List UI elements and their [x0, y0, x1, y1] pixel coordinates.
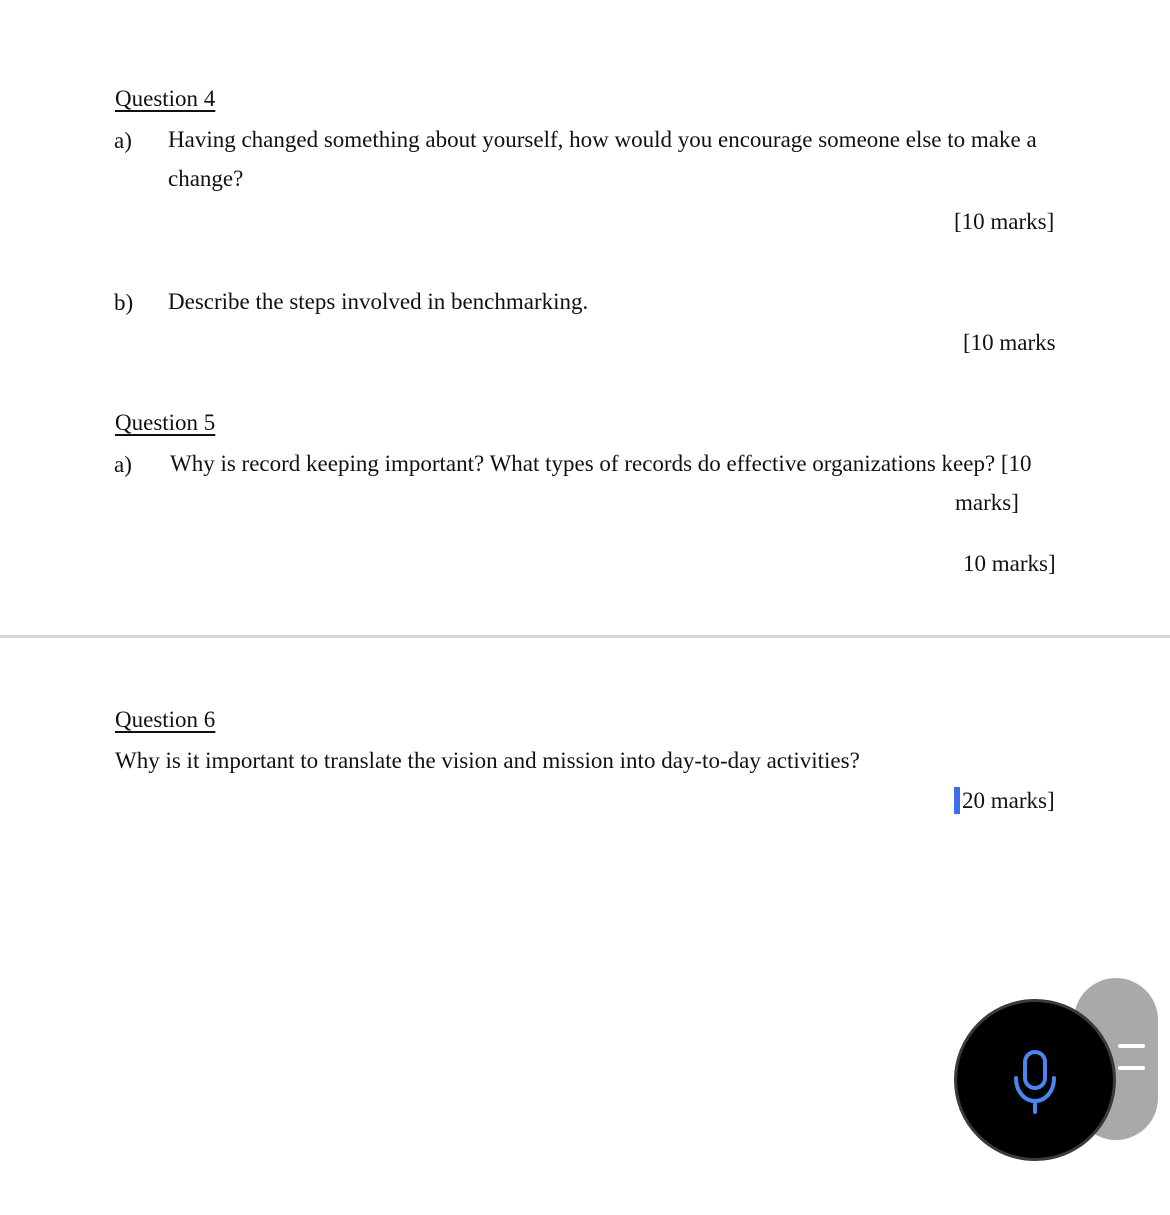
- question-4a-label: a): [114, 128, 132, 153]
- question-4a-text-line-1: Having changed something about yourself, how would you encourage someone else to make a: [168, 127, 1037, 152]
- dictation-mic-button[interactable]: [954, 999, 1116, 1161]
- scroll-thumb-grip-line: [1118, 1044, 1145, 1048]
- page-divider: [0, 635, 1170, 638]
- question-5a-text-line-2: marks]: [955, 490, 1019, 515]
- question-4a-marks: [10 marks]: [954, 209, 1055, 234]
- question-5a-marks: 10 marks]: [963, 551, 1056, 576]
- text-cursor: [954, 787, 960, 814]
- question-4b-marks: [10 marks: [963, 330, 1056, 355]
- question-6-heading: Question 6: [115, 707, 216, 732]
- question-4b-label: b): [114, 290, 134, 315]
- question-5a-text-line-1: Why is record keeping important? What types of records do effective organizations keep? [10: [170, 451, 1032, 476]
- question-5-heading: Question 5: [115, 410, 216, 435]
- question-4-heading: Question 4: [115, 86, 216, 111]
- scroll-thumb-grip-line: [1118, 1066, 1145, 1070]
- question-4b-text: Describe the steps involved in benchmarking.: [168, 289, 589, 314]
- question-4a-text-line-2: change?: [168, 166, 244, 191]
- question-6-marks[interactable]: 20 marks]: [962, 788, 1055, 813]
- question-5a-label: a): [114, 452, 132, 477]
- question-6-text[interactable]: Why is it important to translate the vision and mission into day-to-day activities?: [115, 748, 860, 773]
- microphone-icon: [1012, 1049, 1058, 1115]
